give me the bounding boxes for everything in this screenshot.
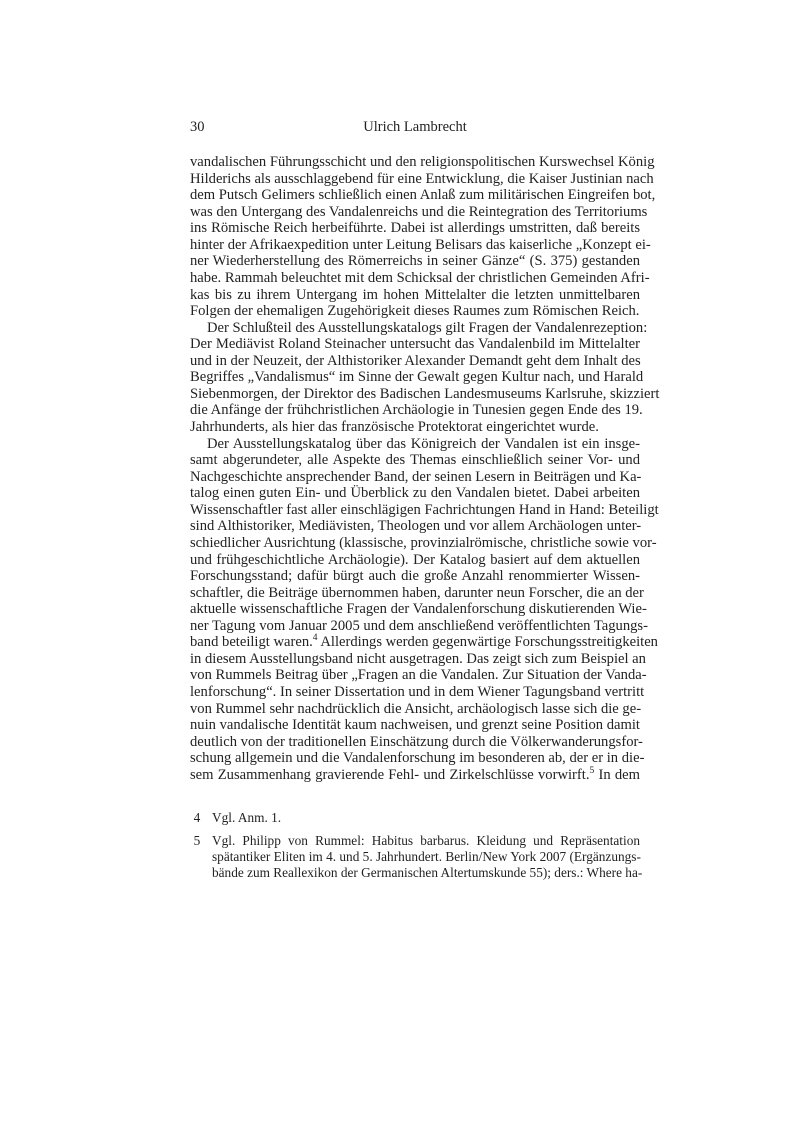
text-line: Folgen der ehemaligen Zugehörigkeit dieses Raumes zum Römischen Reich. <box>190 303 640 320</box>
text-line: in diesem Ausstellungsband nicht ausgetragen. Das zeigt sich zum Beispiel an <box>190 650 646 667</box>
footnote <box>190 833 643 881</box>
footnote-line: bände zum Reallexikon der Germanischen Altertumskunde 55); ders.: Where ha- <box>212 865 643 880</box>
footnote-line: Vgl. Philipp von Rummel: Habitus barbarus. Kleidung und Repräsentation <box>212 833 640 848</box>
footnote-line: spätantiker Eliten im 4. und 5. Jahrhundert. Berlin/New York 2007 (Ergänzungs- <box>212 849 641 864</box>
text-line: Forschungsstand; dafür bürgt auch die große Anzahl renommierter Wissen- <box>190 568 640 585</box>
running-header <box>190 119 640 137</box>
text-line: ner Tagung vom Januar 2005 und dem anschließend veröffentlichten Tagungs- <box>190 617 648 634</box>
text-line: Hilderichs als ausschlaggebend für eine Entwicklung, die Kaiser Justinian nach <box>190 170 654 187</box>
text-line: schung allgemein und die Vandalenforschung im besonderen ab, der er in die- <box>190 750 645 767</box>
text-line: von Rummels Beitrag über „Fragen an die Vandalen. Zur Situation der Vanda- <box>190 667 647 684</box>
text-line: lenforschung“. In seiner Dissertation und in dem Wiener Tagungsband vertritt <box>190 684 645 700</box>
footnote-ref[interactable]: 5 <box>589 765 595 776</box>
text-line: ner Wiederherstellung des Römerreichs in seiner Gänze“ (S. 375) gestanden <box>190 253 640 270</box>
text-line: habe. Rammah beleuchtet mit dem Schicksal der christlichen Gemeinden Afri- <box>190 269 650 286</box>
text-line: Nachgeschichte ansprechender Band, der seinen Lesern in Beiträgen und Ka- <box>190 468 642 485</box>
text-line: Der Schlußteil des Ausstellungskatalogs gilt Fragen der Vandalenrezeption: <box>207 319 648 336</box>
text-line: vandalischen Führungsschicht und den religionspolitischen Kurswechsel König <box>190 154 655 170</box>
body-text <box>190 154 660 783</box>
text-line: Jahrhunderts, als hier das französische Protektorat eingerichtet wurde. <box>190 419 599 435</box>
text-line: Wissenschaftler fast aller einschlägigen Fachrichtungen Hand in Hand: Beteiligt <box>190 501 659 518</box>
text-line: schaftler, die Beiträge übernommen haben, darunter neun Forscher, die an der <box>190 584 644 601</box>
text-line: aktuelle wissenschaftliche Fragen der Vandalenforschung diskutierenden Wie- <box>190 601 647 618</box>
text-line: und in der Neuzeit, der Althistoriker Alexander Demandt geht dem Inhalt des <box>190 352 641 369</box>
text-line: schiedlicher Ausrichtung (klassische, provinzialrömische, christliche sowie vor- <box>190 534 657 551</box>
text-line: talog einen guten Ein- und Überblick zu den Vandalen bietet. Dabei arbeiten <box>190 485 640 502</box>
text-line: kas bis zu ihrem Untergang im hohen Mittelalter die letzten unmittelbaren <box>190 286 640 303</box>
text-line: Der Ausstellungskatalog über das Königreich der Vandalen ist ein insge- <box>207 435 640 452</box>
footnote-number: 5 <box>193 833 201 848</box>
text-line: Der Mediävist Roland Steinacher untersucht das Vandalenbild im Mittelalter <box>190 336 640 353</box>
text-line: dem Putsch Gelimers schließlich einen Anlaß zum militärischen Eingreifen bot, <box>190 187 656 204</box>
text-line: Begriffes „Vandalismus“ im Sinne der Gewalt gegen Kultur nach, und Harald <box>190 369 644 386</box>
text-line: nuin vandalische Identität kaum nachweisen, und grenzt seine Position damit <box>190 717 640 734</box>
text-line: was den Untergang des Vandalenreichs und die Reintegration des Territoriums <box>190 203 648 220</box>
running-title: Ulrich Lambrecht <box>363 119 467 135</box>
text-line: ins Römische Reich herbeiführte. Dabei ist allerdings umstritten, daß bereits <box>190 220 640 237</box>
text-line: Siebenmorgen, der Direktor des Badischen Landesmuseums Karlsruhe, skizziert <box>190 385 660 402</box>
text-line: die Anfänge der frühchristlichen Archäologie in Tunesien gegen Ende des 19. <box>190 402 643 419</box>
footnote <box>190 810 640 826</box>
footnote-ref[interactable]: 4 <box>312 633 318 644</box>
footnote-number: 4 <box>193 810 201 825</box>
text-line: band beteiligt waren.$^4$ Allerdings werden gegenwärtige Forschungsstreitigkeiten <box>190 633 658 651</box>
text-line: sind Althistoriker, Mediävisten, Theologen und vor allem Archäologen unter- <box>190 518 642 535</box>
text-line: samt abgerundeter, alle Aspekte des Themas einschließlich seiner Vor- und <box>190 452 640 469</box>
text-line: hinter der Afrikaexpedition unter Leitung Belisars das kaiserliche „Konzept ei- <box>190 236 651 253</box>
text-line: sem Zusammenhang gravierende Fehl- und Zirkelschlüsse vorwirft.$^5$ In dem <box>190 765 640 783</box>
page-number: 30 <box>190 119 205 135</box>
text-line: von Rummel sehr nachdrücklich die Ansicht, archäologisch lasse sich die ge- <box>190 700 642 717</box>
text-line: deutlich von der traditionellen Einschätzung durch die Völkerwanderungsfor- <box>190 733 643 750</box>
text-line: und frühgeschichtliche Archäologie). Der Katalog basiert auf dem aktuellen <box>190 551 640 568</box>
footnote-line: Vgl. Anm. 1. <box>212 810 282 825</box>
